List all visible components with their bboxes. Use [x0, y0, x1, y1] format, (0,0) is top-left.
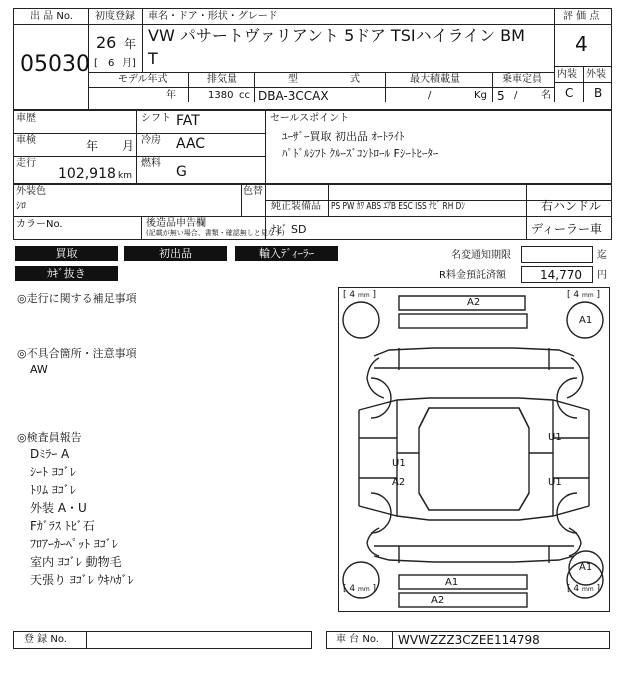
reg-no-label: 登 録 No.	[24, 634, 67, 645]
displacement: 1380	[208, 90, 234, 101]
mark-roof-a: A2	[392, 477, 406, 488]
color-no-label: カラーNo.	[16, 219, 63, 230]
type-label-2: 式	[350, 74, 360, 85]
name-change-label: 名変通知期限	[451, 250, 511, 261]
mark-front-right-wheel: A1	[579, 315, 593, 326]
overall-grade: 4	[575, 32, 588, 56]
capacity-unit: 名	[541, 90, 551, 101]
color-change-label: 色替	[243, 186, 263, 197]
mileage: 102,918	[58, 166, 116, 182]
defects: AW	[30, 363, 48, 376]
name-change-box	[521, 246, 593, 263]
tire-fr: [ 4 mm ]	[567, 290, 601, 300]
report-line: Fｶﾞﾗｽ ﾄﾋﾞ石	[30, 519, 95, 533]
report-line: ﾌﾛｱｰｶｰﾍﾟｯﾄ ﾖｺﾞﾚ	[30, 537, 118, 551]
inspector-label: ◎検査員報告	[17, 431, 82, 444]
displacement-unit: cc	[239, 90, 250, 101]
name-change-unit: 迄	[597, 250, 607, 261]
tire-fl: [ 4 mm ]	[343, 290, 377, 300]
max-load-slash: /	[428, 90, 432, 101]
report-line: 外装 A・U	[30, 501, 87, 515]
reg-month-unit: 月]	[122, 58, 136, 69]
mark-front-bumper: A2	[467, 297, 481, 308]
mark-rear-bumper-lower: A2	[431, 595, 445, 606]
reg-month: 6	[108, 58, 115, 69]
tag-buyback: 買取	[15, 246, 118, 261]
max-load-unit: Kg	[474, 90, 487, 101]
capacity-label: 乗車定員	[502, 74, 542, 85]
displacement-label: 排気量	[207, 74, 237, 85]
car-outline	[339, 288, 609, 611]
defects-label: ◎不具合箇所・注意事項	[17, 347, 137, 360]
recycle-label: R料金預託済額	[439, 270, 506, 281]
mark-roof-u: U1	[392, 458, 406, 469]
report-line: ｼｰﾄ ﾖｺﾞﾚ	[30, 465, 76, 479]
history-label: 車歴	[16, 113, 36, 124]
exterior-color: ｼﾛ	[16, 201, 26, 212]
report-line: Dﾐﾗｰ A	[30, 447, 70, 461]
damage-diagram	[338, 287, 610, 612]
sales-point-label: セールスポイント	[270, 113, 350, 124]
interior-grade-label: 内装	[557, 69, 577, 80]
mark-rear-bumper-upper: A1	[445, 577, 459, 588]
handle-side: 右ハンドル	[541, 199, 602, 213]
mileage-label: 走行	[16, 158, 36, 169]
car-name-line2: T	[148, 49, 158, 68]
model-year-unit: 年	[166, 90, 176, 101]
first-registration-label: 初度登録	[95, 11, 135, 22]
capacity-slash: /	[514, 90, 518, 101]
model-type: DBA-3CCAX	[258, 89, 329, 103]
type-label: 型	[288, 74, 298, 85]
car-name-line1: VW パサートヴァリアント 5ドア TSIハイライン BM	[148, 26, 525, 45]
shift-label: シフト	[141, 113, 171, 124]
report-line: 天張り ﾖｺﾞﾚ ｳｷﾊｶﾞﾚ	[30, 573, 134, 587]
recycle-unit: 円	[597, 270, 607, 281]
dealer-type: ディーラー車	[531, 222, 603, 236]
mileage-unit: km	[118, 171, 132, 181]
report-line: ﾄﾘﾑ ﾖｺﾞﾚ	[30, 483, 76, 497]
chassis-number: WVWZZZ3CZEE114798	[398, 633, 540, 647]
max-load-label: 最大積載量	[410, 74, 460, 85]
equipment-frame	[13, 184, 612, 240]
ac-label: 冷房	[141, 135, 161, 146]
car-name-label: 車名・ドア・形状・グレード	[148, 11, 278, 22]
capacity: 5	[497, 89, 505, 103]
shaken-month: 月	[122, 139, 135, 153]
aftermarket-note: (記載が無い場合、書類・確認無しと見なす)	[146, 229, 285, 237]
mark-rear-right-wheel: A1	[579, 562, 593, 573]
mark-right-rear-door: U1	[548, 477, 562, 488]
shaken-label: 車検	[16, 135, 36, 146]
report-line: 室内 ﾖｺﾞﾚ 動物毛	[30, 555, 122, 569]
ac: AAC	[176, 136, 206, 152]
supplement-label: ◎走行に関する補足事項	[17, 292, 137, 305]
chassis-label: 車 台 No.	[336, 634, 379, 645]
shaken-year: 年	[86, 139, 99, 153]
interior-grade: C	[565, 86, 574, 100]
exterior-color-label: 外装色	[16, 186, 46, 197]
grade-label: 評 価 点	[563, 11, 600, 22]
exterior-grade-label: 外装	[586, 69, 606, 80]
equipment: PS PW ｶﾜ ABS ｴｱB ESC ISS ﾅﾋﾞ RH Dﾝ	[331, 201, 466, 212]
recycle-fee: 14,770	[540, 268, 582, 282]
sales-point-line1: ﾕｰｻﾞｰ買取 初出品 ｵｰﾄﾗｲﾄ	[282, 130, 405, 143]
mark-right-front-door: U1	[548, 432, 562, 443]
lot-number-label: 出 品 No.	[30, 11, 73, 22]
reg-month-open: [	[94, 58, 98, 69]
equipment-label: 純正装備品	[271, 201, 321, 212]
lot-number: 05030	[20, 52, 90, 77]
fuel: G	[176, 164, 187, 180]
exterior-grade: B	[594, 86, 603, 100]
sales-point-line2: ﾊﾟﾄﾞﾙｼﾌﾄ ｸﾙｰｽﾞｺﾝﾄﾛｰﾙ Fｼｰﾄﾋｰﾀｰ	[282, 147, 439, 160]
tag-key-removed: ｶｷﾞ抜き	[15, 266, 118, 281]
aftermarket-label: 後造品申告欄	[146, 218, 206, 229]
reg-year-unit: 年	[124, 37, 137, 51]
reg-year: 26	[96, 33, 117, 52]
shift: FAT	[176, 113, 200, 129]
model-year-label: モデル年式	[118, 74, 168, 85]
tire-rl: [ 4 mm ]	[343, 584, 377, 594]
tag-import-dealer: 輸入ﾃﾞｨｰﾗｰ	[235, 246, 338, 261]
tire-rr: [ 4 mm ]	[567, 584, 601, 594]
tag-first-listing: 初出品	[124, 246, 227, 261]
fuel-label: 燃料	[141, 158, 161, 169]
aftermarket: ﾅﾋﾞ SD	[271, 223, 307, 236]
